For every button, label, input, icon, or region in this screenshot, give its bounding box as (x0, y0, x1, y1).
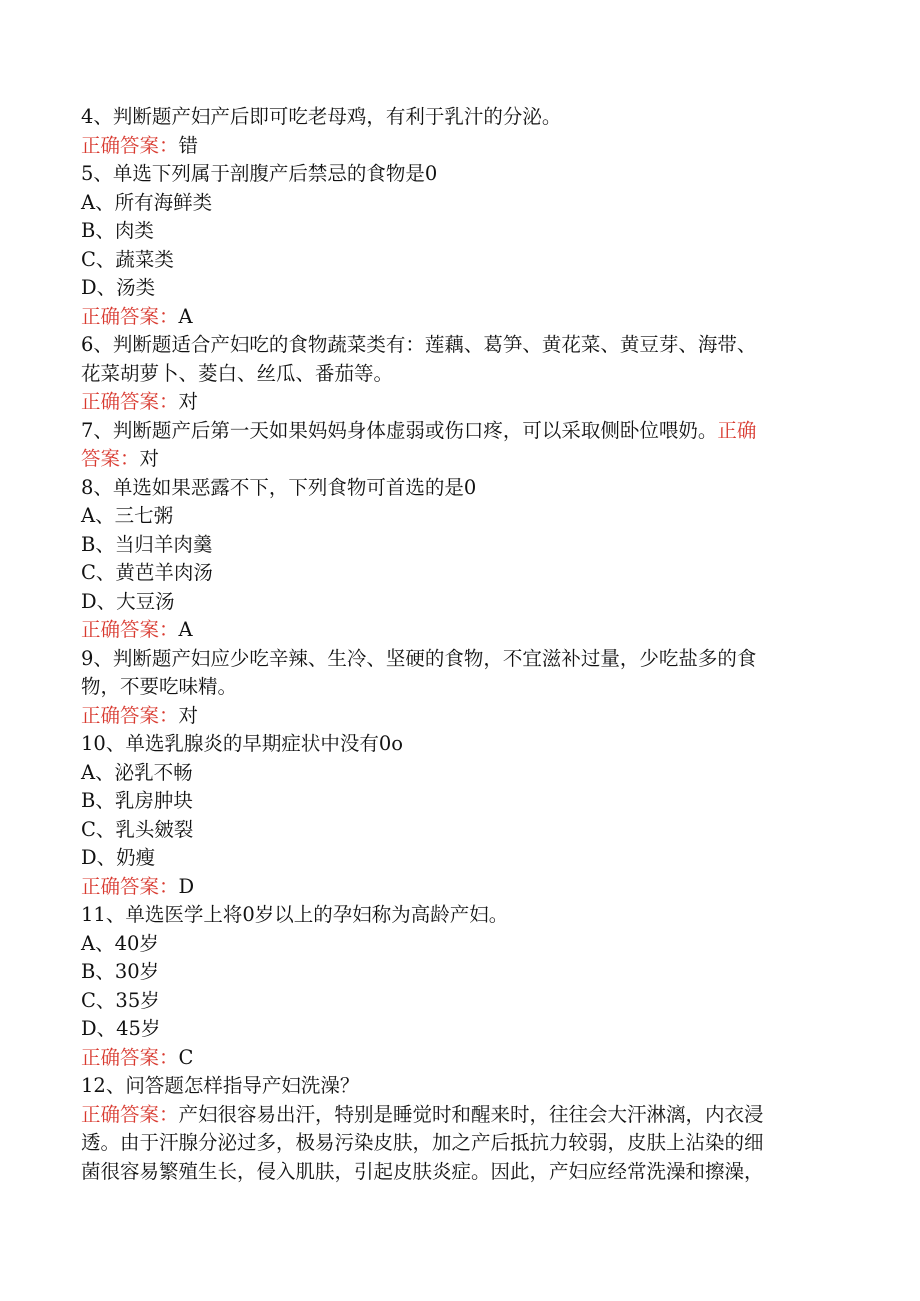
answer-value: 对 (139, 447, 160, 470)
answer-label: 正确答案： (81, 618, 179, 641)
question-6-line-2: 花菜胡萝卜、菱白、丝瓜、番茄等。 (81, 361, 394, 385)
answer-value: 错 (178, 133, 199, 157)
answer-text: 产妇很容易出汗，特别是睡觉时和醒来时，往往会大汗淋漓，内衣浸 (178, 1102, 764, 1126)
answer-label: 正确答案： (81, 133, 179, 157)
answer-line-4 (81, 132, 841, 161)
answer-label: 正确答案： (81, 304, 179, 328)
question-4: 4、判断题产妇产后即可吃老母鸡，有利于乳汁的分泌。 (81, 105, 562, 128)
question-5: 5、单选下列属于剖腹产后禁忌的食物是0 (81, 162, 438, 185)
answer-line-12-1 (81, 1101, 841, 1130)
question-12: 12、问答题怎样指导产妇洗澡？ (81, 1074, 360, 1097)
option-11b: B、30岁 (81, 960, 160, 983)
option-10b: B、乳房肿块 (81, 789, 193, 812)
answer-label: 正确答案： (81, 1045, 179, 1069)
answer-label: 正确答案： (81, 1102, 179, 1126)
answer-line-5 (81, 303, 841, 332)
option-5a: A、所有海鲜类 (81, 190, 213, 214)
option-10a: A、泌乳不畅 (81, 760, 193, 784)
answer-line-7 (81, 445, 841, 474)
answer-label: 正确答案： (81, 703, 179, 727)
answer-value: A (178, 304, 193, 328)
answer-value: 对 (178, 390, 199, 413)
option-11a: A、40岁 (81, 931, 159, 955)
question-8: 8、单选如果恶露不下，下列食物可首选的是0 (81, 475, 477, 499)
answer-line-12-3: 菌很容易繁殖生长，侵入肌肤，引起皮肤炎症。因此，产妇应经常洗澡和擦澡， (81, 1159, 764, 1183)
answer-line-6 (81, 388, 841, 417)
answer-label-part1: 正确 (717, 418, 757, 442)
answer-label: 正确答案： (81, 874, 179, 898)
option-5c: C、蔬菜类 (81, 247, 174, 271)
question-9-line-2: 物，不要吃味精。 (81, 675, 238, 698)
question-9-line-1: 9、判断题产妇应少吃辛辣、生冷、坚硬的食物，不宜滋补过量，少吃盐多的食 (81, 646, 757, 670)
option-5d: D、汤类 (81, 276, 156, 299)
answer-line-10 (81, 873, 841, 902)
option-8d: D、大豆汤 (81, 589, 175, 613)
answer-value: C (178, 1045, 194, 1069)
question-6-line-1: 6、判断题适合产妇吃的食物蔬菜类有：莲藕、葛笋、黄花菜、黄豆芽、海带、 (81, 333, 757, 356)
answer-line-9 (81, 702, 841, 731)
option-11d: D、45岁 (81, 1017, 161, 1040)
option-10d: D、奶瘦 (81, 846, 156, 869)
option-8b: B、当归羊肉羹 (81, 532, 213, 556)
answer-line-8 (81, 616, 841, 645)
question-10: 10、单选乳腺炎的早期症状中没有0o (81, 732, 403, 755)
option-5b: B、肉类 (81, 219, 154, 242)
answer-line-11 (81, 1044, 841, 1073)
option-10c: C、乳头皴裂 (81, 817, 194, 841)
question-7 (81, 417, 841, 446)
answer-line-12-2: 透。由于汗腺分泌过多，极易污染皮肤，加之产后抵抗力较弱，皮肤上沾染的细 (81, 1131, 764, 1154)
question-11: 11、单选医学上将0岁以上的孕妇称为高龄产妇。 (81, 903, 509, 926)
option-8a: A、三七粥 (81, 504, 174, 527)
answer-label-part2: 答案： (81, 447, 140, 470)
answer-label: 正确答案： (81, 390, 179, 413)
answer-value: A (178, 618, 193, 641)
option-8c: C、黄芭羊肉汤 (81, 561, 213, 584)
answer-value: D (178, 874, 195, 898)
document-page (81, 103, 841, 1186)
answer-value: 对 (178, 703, 199, 727)
option-11c: C、35岁 (81, 988, 160, 1012)
question-7-text: 7、判断题产后第一天如果妈妈身体虚弱或伤口疼，可以采取侧卧位喂奶。 (81, 418, 718, 442)
